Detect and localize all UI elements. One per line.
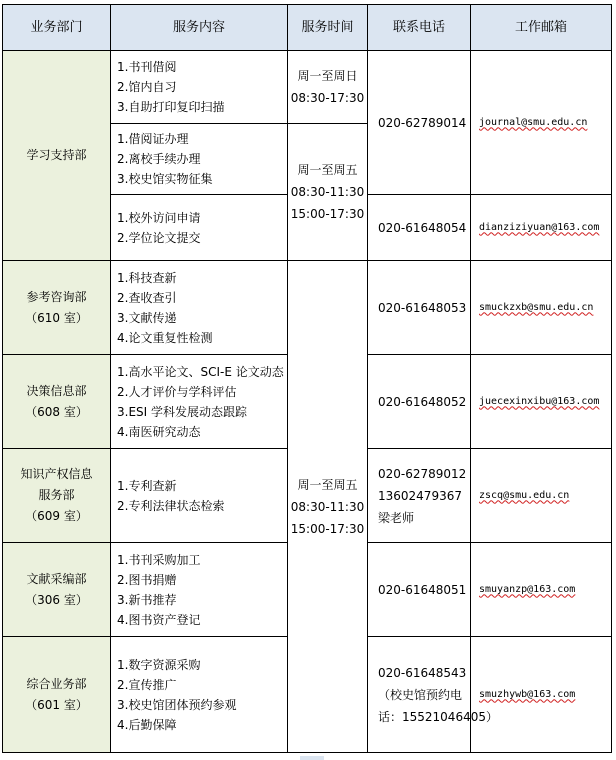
phone-cell — [368, 51, 471, 195]
department-cell — [3, 261, 111, 355]
email-cell — [471, 195, 612, 261]
phone-cell — [368, 355, 471, 449]
time-cell — [288, 124, 368, 261]
time-range: 15:00-17:30 — [290, 521, 365, 536]
service-item: 1.数字资源采购 — [117, 657, 201, 672]
email-address: smuzhywb@163.com — [479, 688, 576, 700]
service-item: 1.借阅证办理 — [117, 132, 189, 146]
department-cell — [3, 543, 111, 637]
phone-note: 话：15521046405） — [378, 709, 498, 724]
phone-cell — [368, 637, 498, 753]
service-cell — [111, 261, 288, 355]
email-address: smuckzxb@smu.edu.cn — [479, 301, 594, 313]
service-item: 1.书刊采购加工 — [117, 552, 201, 567]
service-cell — [111, 637, 288, 753]
service-cell — [111, 543, 288, 637]
time-range: 08:30-11:30 — [290, 185, 365, 199]
time-range: 08:30-17:30 — [290, 91, 365, 105]
email-cell — [471, 637, 612, 753]
service-item: 1.高水平论文、SCI-E 论文动态 — [117, 364, 284, 379]
department-cell — [3, 449, 111, 543]
department-name: 服务部 — [38, 488, 75, 502]
department-cell — [3, 637, 111, 753]
service-cell — [111, 195, 288, 261]
service-cell — [111, 124, 288, 195]
service-item: 2.查收查引 — [117, 290, 177, 305]
service-item: 4.后勤保障 — [117, 717, 177, 732]
department-name: 学习支持部 — [26, 148, 87, 162]
time-days: 周一至周日 — [297, 69, 358, 83]
service-item: 4.图书资产登记 — [117, 612, 201, 627]
service-item: 4.南医研究动态 — [117, 424, 201, 439]
department-room: （610 室） — [25, 310, 88, 325]
service-item: 1.专利查新 — [117, 478, 177, 493]
service-item: 3.ESI 学科发展动态跟踪 — [117, 404, 248, 419]
service-item: 1.科技查新 — [117, 270, 177, 285]
page-edge-mark — [300, 756, 324, 760]
email-address: juecexinxibu@163.com — [479, 395, 600, 407]
department-room: （601 室） — [25, 697, 88, 712]
department-name: 决策信息部 — [26, 383, 87, 398]
email-address: journal@smu.edu.cn — [479, 116, 588, 128]
phone-number: 020-61648054 — [378, 220, 467, 235]
department-room: （608 室） — [25, 404, 88, 419]
department-room: （609 室） — [25, 509, 88, 523]
time-days: 周一至周五 — [297, 477, 358, 492]
phone-number: 020-61648052 — [378, 394, 467, 409]
department-name: 知识产权信息 — [20, 467, 93, 481]
service-item: 3.文献传递 — [117, 310, 177, 325]
department-name: 参考咨询部 — [26, 289, 87, 304]
phone-number: 020-62789012 — [378, 466, 467, 481]
time-days: 周一至周五 — [297, 163, 358, 177]
service-table — [2, 4, 612, 753]
service-item: 1.校外访问申请 — [117, 210, 201, 225]
service-item: 2.人才评价与学科评估 — [117, 384, 237, 399]
email-cell — [471, 449, 612, 543]
table-row — [3, 261, 612, 355]
phone-number: 020-61648053 — [378, 300, 467, 315]
phone-cell — [368, 261, 471, 355]
time-range: 15:00-17:30 — [290, 207, 365, 221]
service-cell — [111, 51, 288, 124]
service-cell — [111, 449, 288, 543]
time-cell — [288, 51, 368, 124]
service-item: 2.宣传推广 — [117, 677, 177, 692]
header-email: 工作邮箱 — [471, 5, 612, 51]
phone-cell — [368, 543, 471, 637]
service-item: 2.馆内自习 — [117, 80, 177, 94]
service-item: 2.离校手续办理 — [117, 152, 201, 166]
service-item: 3.校史馆团体预约参观 — [117, 697, 237, 712]
service-cell — [111, 355, 288, 449]
phone-cell — [368, 449, 471, 543]
phone-note: （校史馆预约电 — [378, 687, 463, 702]
email-cell — [471, 543, 612, 637]
time-range: 08:30-11:30 — [290, 499, 365, 514]
header-service: 服务内容 — [111, 5, 288, 51]
department-room: （306 室） — [25, 592, 88, 607]
email-cell — [471, 51, 612, 195]
email-address: zscq@smu.edu.cn — [479, 489, 570, 501]
service-item: 2.图书捐赠 — [117, 572, 177, 587]
header-time: 服务时间 — [288, 5, 368, 51]
phone-number: 020-62789014 — [378, 115, 467, 130]
email-address: dianziziyuan@163.com — [479, 221, 600, 233]
department-name: 综合业务部 — [26, 676, 87, 691]
service-item: 2.学位论文提交 — [117, 230, 201, 245]
table-row — [3, 51, 612, 124]
contact-person: 梁老师 — [378, 510, 415, 525]
department-name: 文献采编部 — [26, 571, 87, 586]
header-department: 业务部门 — [3, 5, 111, 51]
service-item: 1.书刊借阅 — [117, 60, 177, 74]
phone-cell — [368, 195, 471, 261]
header-row — [3, 5, 612, 51]
department-cell — [3, 51, 111, 261]
email-address: smuyanzp@163.com — [479, 583, 576, 595]
service-item: 3.自助打印复印扫描 — [117, 100, 225, 114]
phone-number: 020-61648543 — [378, 665, 467, 680]
service-item: 2.专利法律状态检索 — [117, 498, 225, 513]
time-cell — [288, 261, 368, 753]
department-cell — [3, 355, 111, 449]
email-cell — [471, 261, 612, 355]
service-item: 4.论文重复性检测 — [117, 330, 213, 345]
phone-number: 13602479367 — [378, 488, 462, 503]
service-item: 3.新书推荐 — [117, 592, 177, 607]
header-phone: 联系电话 — [368, 5, 471, 51]
email-cell — [471, 355, 612, 449]
phone-number: 020-61648051 — [378, 582, 467, 597]
service-item: 3.校史馆实物征集 — [117, 172, 213, 186]
